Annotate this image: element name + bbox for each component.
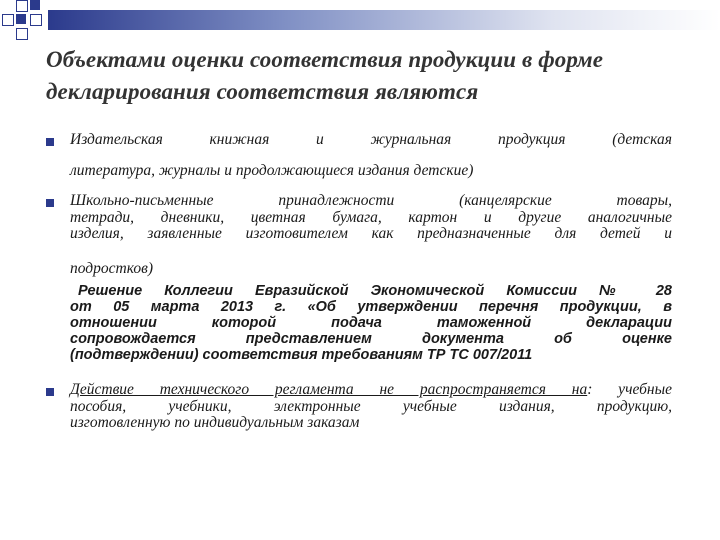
title-line-1: Объектами оценки соответствия продукции в форме (46, 47, 604, 72)
bullet-2-line-1: Школьно-письменные принадлежности (канцелярские товары, (70, 192, 672, 209)
bullet-2-continuation (70, 261, 672, 278)
bullet-1-line-2: литература, журналы и продолжающиеся издания детские) (70, 162, 474, 179)
bullet-3-line-1 (70, 382, 672, 399)
bullet-2-text (70, 193, 672, 243)
bullet-3-text (70, 382, 672, 432)
deco-square-4 (30, 14, 42, 26)
decision-reference (70, 283, 672, 363)
header-decoration (0, 0, 720, 40)
bullet-1-line-1 (70, 132, 672, 149)
slide-title (46, 44, 716, 108)
bullet-3-line-2: пособия, учебники, электронные учебные издания, продукцию, (70, 397, 672, 415)
decision-line-4: сопровождается представлением документа об оценке (70, 331, 672, 347)
bullet-square-icon (46, 138, 54, 146)
decision-line-3: отношении которой подача таможенной декларации (70, 315, 672, 331)
deco-square-5 (2, 14, 14, 26)
deco-square-6 (16, 28, 28, 40)
bullet-square-icon (46, 199, 54, 207)
bullet-1-text (70, 132, 672, 149)
word: и (316, 131, 324, 148)
bullet-3-line-3: изготовленную по индивидуальным заказам (70, 414, 360, 431)
decision-line-2: от 05 марта 2013 г. «Об утверждении перечня продукции, в (70, 299, 672, 315)
deco-square-2 (30, 0, 40, 10)
bullet-1-continuation (70, 163, 672, 180)
bullet-2-line-2: тетради, дневники, цветная бумага, картон и другие аналогичные (70, 208, 672, 226)
deco-square-1 (16, 0, 28, 12)
word: журнальная (370, 131, 452, 148)
decision-line-5: (подтверждении) соответствия требованиям ТР ТС 007/2011 (70, 347, 533, 363)
decision-line-1: Решение Коллегии Евразийской Экономической Комиссии № 28 (78, 283, 672, 299)
bullet-square-icon (46, 388, 54, 396)
bullet-2-line-4: подростков) (70, 260, 154, 277)
word: книжная (209, 131, 270, 148)
header-gradient-bar (48, 10, 720, 30)
bullet-3-line-1-rest: : учебные (587, 381, 672, 398)
bullet-2-line-3: изделия, заявленные изготовителем как предназначенные для детей и (70, 225, 672, 242)
word: продукция (497, 131, 566, 148)
bullet-3-underlined: Действие технического регламента не распространяется на (70, 381, 588, 398)
word: (детская (612, 131, 672, 148)
title-line-2: декларирования соответствия являются (46, 79, 479, 104)
deco-square-3 (16, 14, 26, 24)
word: Издательская (70, 131, 163, 148)
